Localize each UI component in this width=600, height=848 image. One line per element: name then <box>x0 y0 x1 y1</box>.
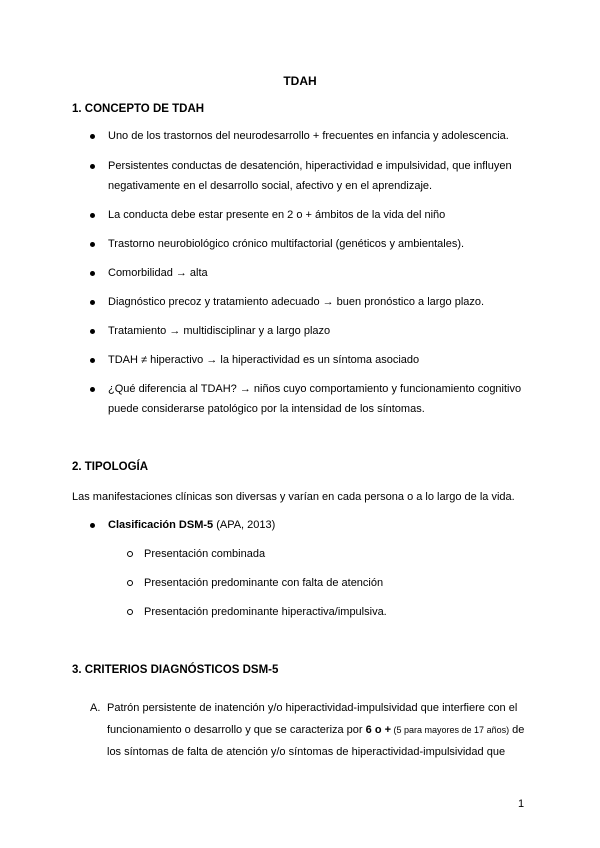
bullet-icon <box>90 329 95 334</box>
bullet-icon <box>90 164 95 169</box>
document-page: TDAH 1. CONCEPTO DE TDAH Uno de los trastornos del neurodesarrollo + frecuentes en infancia y adolescencia. Persistentes conductas de desatención, hiperactividad e impulsividad, que influyen negativamente en el desarrollo social, afectivo y en el aprendizaje. La conducta debe estar presente en 2 o + ámbitos de la vida del niño Trastorno neurobiológico crónico multifactorial (genéticos y ambientales). Comorbilidad → alta Diagnóstico precoz y tratamiento adecuado → buen pronóstico a largo plazo. Tratamiento → multidisciplinar y a largo plazo TDAH ≠ hiperactivo → la hiperactividad es un síntoma asociado ¿Qué diferencia al TDAH? → niños cuyo comportamiento y funcionamiento cognitivo puede considerarse patológico por la intensidad de los síntomas. 2. TIPOLOGÍA Las manifestaciones clínicas son diversas y varían en cada persona o a lo largo de la vida. Clasificación DSM-5 (APA, 2013) Presentación combinada Presentación predominante con falta de atención Presentación predominante hiperactiva/impulsiva. 3. CRITERIOS DIAGNÓSTICOS DSM-5 A. Patrón persistente de inatención y/o hiperactividad-impulsividad que interfiere con el funcionamiento o desarrollo y que se caracteriza por 6 o + (5 para mayores de 17 años) de los síntomas de falta de atención y/o síntomas de hiperactividad-impulsividad que 1 <box>0 0 600 848</box>
symptom-count: 6 o + <box>365 724 392 736</box>
bullet-icon <box>90 242 95 247</box>
section-heading-tipologia: 2. TIPOLOGÍA <box>72 461 149 473</box>
bullet-icon <box>90 387 95 392</box>
bullet-icon <box>90 213 95 218</box>
bullet-icon <box>90 523 95 528</box>
age-note: (5 para mayores de 17 años) <box>391 725 510 735</box>
classification-label: Clasificación DSM-5 <box>108 519 214 531</box>
circle-bullet-icon <box>127 609 133 615</box>
section-intro: Las manifestaciones clínicas son diversas y varían en cada persona o a lo largo de la vida. <box>72 491 515 503</box>
list-marker: A. <box>90 702 101 714</box>
bullet-icon <box>90 358 95 363</box>
bullet-icon <box>90 300 95 305</box>
page-number: 1 <box>518 798 525 810</box>
bullet-icon <box>90 134 95 139</box>
section-heading-concepto: 1. CONCEPTO DE TDAH <box>72 103 205 115</box>
classification-source: (APA, 2013) <box>213 519 276 531</box>
bullet-icon <box>90 271 95 276</box>
circle-bullet-icon <box>127 551 133 557</box>
circle-bullet-icon <box>127 580 133 586</box>
section-heading-criterios: 3. CRITERIOS DIAGNÓSTICOS DSM-5 <box>72 664 279 676</box>
document-title: TDAH <box>283 74 317 88</box>
